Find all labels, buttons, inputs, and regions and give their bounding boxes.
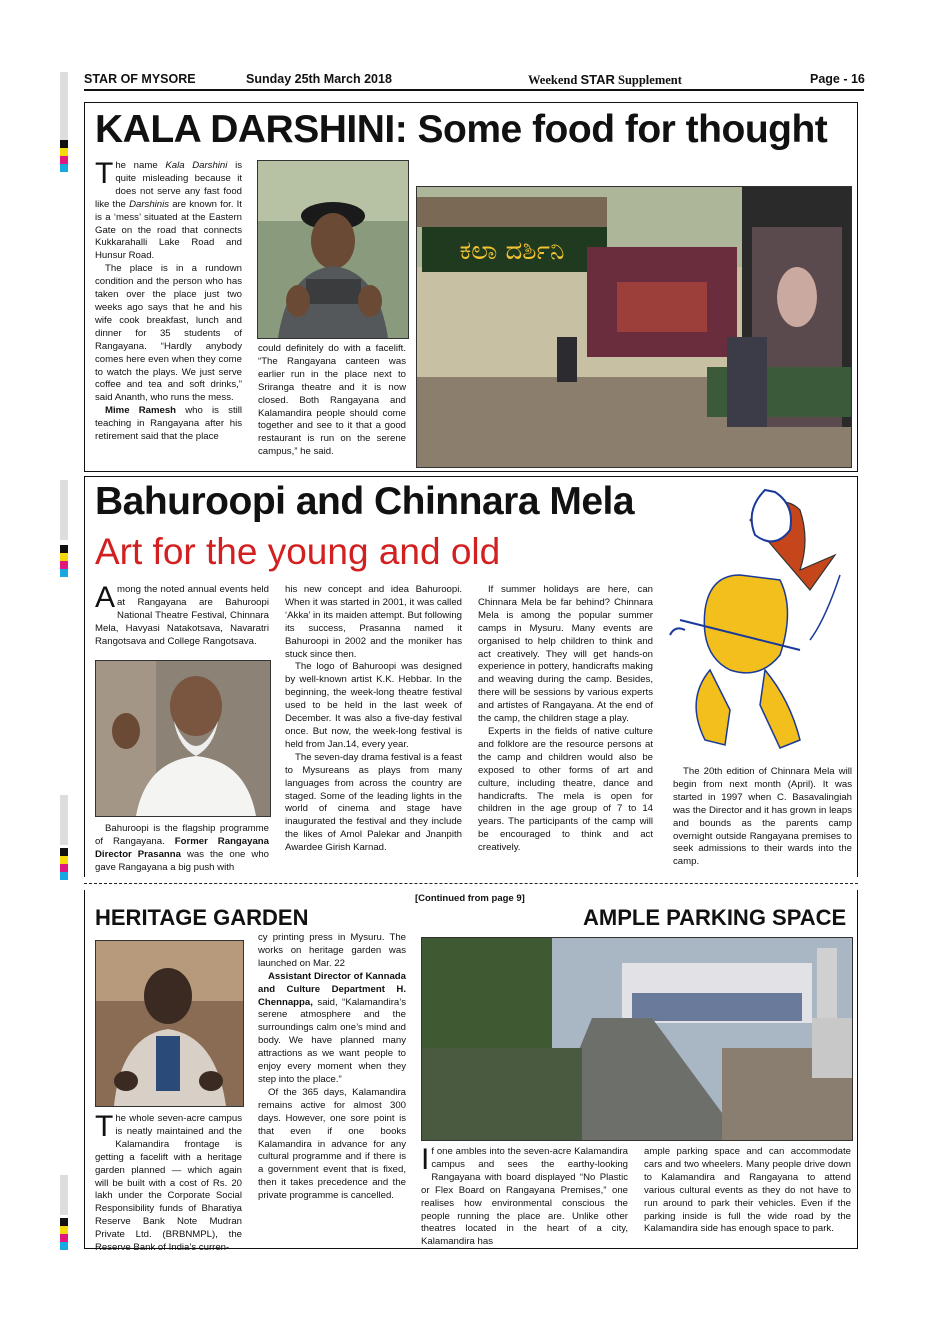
margin-grey-bar [60,1175,68,1215]
drop-cap: T [95,157,114,190]
article-column: The whole seven-acre campus is neatly maintained and the Kalamandira frontage is getting a facelift with a heritage garden planned — which again will be built with a cost of Rs. 20 lakh under the Corporate Social Responsibility funds of Bharatiya Reserve Bank Note Mudran Private Ltd. (BRBNMPL), the Reserve Bank of India’s curren- [95,1110,242,1254]
continued-note: [Continued from page 9] [415,893,525,904]
color-registration-mark [60,1218,68,1250]
margin-grey-bar [60,795,68,845]
article-column: The 20th edition of Chinnara Mela will begin from next month (April). It was started in 1997 when C. Basavalingiah was the Director and it has grown in leaps and bounds as the parents camp overnight outside Rangayana premises to seek admissions to their wards into the camp. [673,766,852,868]
article-column: his new concept and idea Bahuroopi. When it was started in 2001, it was called ‘Akka’ in its maiden attempt. But following its success, Prasanna named it Bahuroopi in 2002 and the moniker has stuck since then. The logo of Bahuroopi was designed by well-known artist K.K. Hebbar. In the beginning, the week-long theatre festival used to be held in the last week of December. It was also a five-day festival once. But now, the week-long festival is held from Jan.14, every year. The seven-day drama festival is a feast to Mysureans as plays from many languages from across the country are staged. Some of the leading lights in the world of cinema and stage have inaugurated the festival and they include the likes of Amol Palekar and Jnanpith Awardee Girish Karnad. [285,584,462,854]
paper-name: STAR OF MYSORE [84,72,196,86]
margin-grey-bar [60,72,68,142]
color-registration-mark [60,545,68,577]
article-column: If one ambles into the seven-acre Kalamandira campus and sees the earthy-looking Rangayana with board displayed “No Plastic or Flex Board on Rangayana Premises,” one realises how environmental conscious the people running the place are. Unlike other theatres located in the heart of a city, Kalamandira has [421,1143,628,1248]
margin-grey-bar [60,480,68,540]
color-registration-mark [60,848,68,880]
article-column: Among the noted annual events held at Rangayana are Bahuroopi National Theatre Festival, Chinnara Mela, Havyasi Natakotsava, Navaratri Rangotsava and College Rangotsava. [95,581,269,647]
drop-cap: A [95,581,116,614]
kalamandira-parking-photo [421,937,853,1141]
drop-cap: I [421,1143,430,1176]
issue-date: Sunday 25th March 2018 [246,72,392,86]
chennappa-photo [95,940,244,1107]
supplement-name: Weekend STAR Supplement [528,72,682,87]
drop-cap: T [95,1110,114,1143]
color-registration-mark [60,140,68,172]
svg-text:ಕಲಾ ದರ್ಶಿನಿ: ಕಲಾ ದರ್ಶಿನಿ [459,236,565,266]
bahuroopi-logo [650,480,850,760]
article-column: The name Kala Darshini is quite misleading because it does not serve any fast food like the Darshinis are known for. It is a ‘mess’ situated at the Eastern Gate on the road that connects Kukkarahalli Lake Road and Hunsur Road. The place is in a rundown condition and the person who has taken over the place just two weeks ago says that he and his wife cook breakfast, lunch and dinner for 35 students of Rangayana. “Hardly anybody comes here even when they come to watch the plays. We just serve coffee and tea and soft drinks,” said Ananth, who runs the mess. Mime Ramesh who is still teaching in Rangayana after his retirement said that the place [95,157,242,443]
section-heading: AMPLE PARKING SPACE [583,905,847,930]
headline: Bahuroopi and Chinnara Mela [95,480,635,523]
subheadline: Art for the young and old [95,531,501,572]
headline: KALA DARSHINI: Some food for thought [95,108,828,151]
header-rule [84,89,864,91]
section-divider [84,883,858,884]
prasanna-photo [95,660,271,817]
mime-ramesh-photo [257,160,409,339]
kala-darshini-building-photo [416,186,852,468]
article-column: Bahuroopi is the flagship programme of Rangayana. Former Rangayana Director Prasanna was the one who gave Rangayana a big push with [95,823,269,873]
article-column: cy printing press in Mysuru. The works on heritage garden was launched on Mar. 22 Assistant Director of Kannada and Culture Department H. Chennappa, said, “Kalamandira’s serene atmosphere and the surroundings calm one’s mind and body. We have planned many attractions as we want people to enjoy every moment when they step into the place.” Of the 365 days, Kalamandira remains active for almost 300 days. However, one sore point is that even if one books Kalamandira in advance for any cultural programme and if there is a government event that is fixed, then it takes precedence and the private programme is cancelled. [258,932,406,1202]
article-column: ample parking space and can accommodate cars and two wheelers. Many people drive down to Kalamandira and Rangayana to attend various cultural events as they do not have to run around to park their vehicles. Even if the parking inside is full the wide road by the Kalamandira side has enough space to park. [644,1146,851,1235]
article-column: If summer holidays are here, can Chinnara Mela be far behind? Chinnara Mela is among the popular summer camps in Mysuru. Many events are organised to help children to think and act creatively. They will get hands-on experience in pottery, handicrafts making and weaving during the camp. Besides, there will be sessions by various experts and artistes of Rangayana. At the end of the camp, the children stage a play. Experts in the fields of native culture and folklore are the resource persons at the camp and children would also be exposed to other forms of art and culture, including theatre, dance and handicrafts. The mela is open for children in the age group of 7 to 14 years. The participants of the camp will be encouraged to think and act creatively. [478,584,653,854]
page-number: Page - 16 [810,72,865,86]
section-heading: HERITAGE GARDEN [95,905,309,930]
article-column: could definitely do with a facelift. “The Rangayana canteen was earlier run in the place next to Sriranga theatre and it is now closed. Both Rangayana and Kalamandira people should come together and see to it that a good restaurant is run on the serene campus,” he said. [258,343,406,458]
